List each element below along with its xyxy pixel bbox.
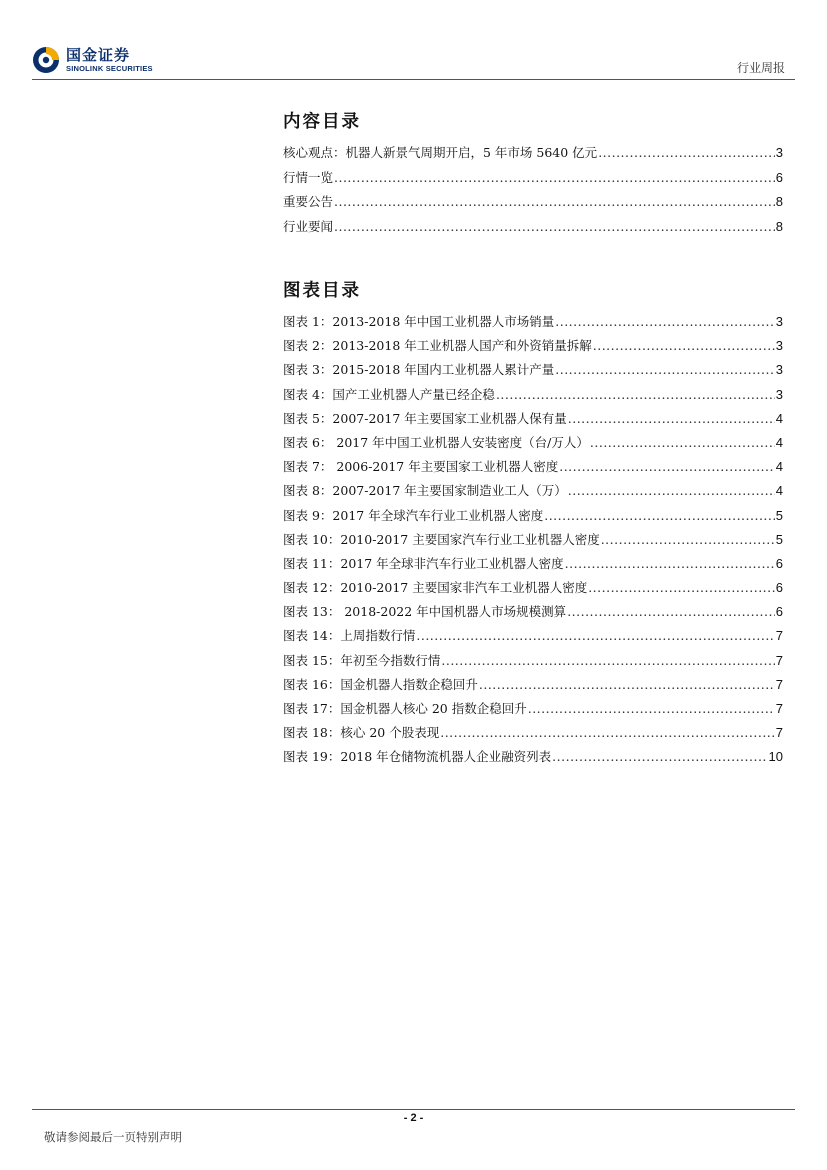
contents-entry-label: 重要公告 — [283, 194, 334, 209]
figure-entry-page: 7 — [775, 701, 783, 716]
dot-leader — [440, 725, 775, 740]
figure-entry-label: 图表 19：2018 年仓储物流机器人企业融资列表 — [283, 749, 552, 765]
contents-entry-label: 行情一览 — [283, 169, 334, 185]
figure-entry[interactable] — [283, 506, 783, 530]
figure-entry[interactable] — [283, 385, 783, 409]
dot-leader — [568, 411, 775, 426]
figure-entry-label: 图表 11：2017 年全球非汽车行业工业机器人密度 — [283, 555, 564, 571]
report-type: 行业周报 — [736, 61, 785, 75]
contents-entry[interactable] — [283, 192, 783, 217]
figure-entry-label: 图表 2：2013-2018 年工业机器人国产和外资销量拆解 — [283, 338, 592, 354]
figure-entry-label: 图表 16：国金机器人指数企稳回升 — [283, 676, 478, 692]
figure-entry-page: 4 — [775, 434, 783, 450]
figure-entry-label: 图表 13： 2018-2022 年中国机器人市场规模测算 — [283, 604, 567, 620]
contents-list — [283, 143, 783, 241]
figure-entry-label: 图表 17：国金机器人核心 20 指数企稳回升 — [283, 701, 527, 716]
contents-entry-page: 3 — [775, 145, 783, 160]
dot-leader — [416, 628, 774, 643]
logo-chinese-name: 国金证券 — [66, 45, 131, 64]
figure-entry-label: 图表 10：2010-2017 主要国家汽车行业工业机器人密度 — [283, 531, 600, 547]
figure-entry[interactable] — [283, 554, 783, 578]
figure-entry-page: 6 — [775, 580, 783, 596]
figure-entry-label: 图表 8：2007-2017 年主要国家制造业工人（万） — [283, 483, 567, 499]
contents-entry[interactable] — [283, 217, 783, 242]
dot-leader — [590, 435, 775, 450]
figure-entry[interactable] — [283, 457, 783, 481]
page-number: - 2 - — [403, 1112, 424, 1124]
figure-entry[interactable] — [283, 699, 783, 723]
figure-entry[interactable] — [283, 675, 783, 699]
figure-entry[interactable] — [283, 312, 783, 336]
figure-entry[interactable] — [283, 481, 783, 505]
dot-leader — [601, 532, 775, 547]
figure-entry[interactable] — [283, 530, 783, 554]
figure-entry-label: 图表 12：2010-2017 主要国家非汽车工业机器人密度 — [283, 580, 588, 596]
figure-entry[interactable] — [283, 433, 783, 457]
figure-entry-page: 4 — [775, 483, 783, 499]
figure-entry-label: 图表 6： 2017 年中国工业机器人安装密度（台/万人） — [283, 434, 589, 450]
figure-entry-label: 图表 14：上周指数行情 — [283, 628, 416, 644]
figure-entry[interactable] — [283, 602, 783, 626]
dot-leader — [334, 194, 775, 209]
figure-entry-page: 3 — [775, 338, 783, 354]
figures-section — [283, 277, 783, 772]
figure-entry-page: 5 — [775, 531, 783, 547]
dot-leader — [334, 170, 775, 185]
figure-entry-label: 图表 15：年初至今指数行情 — [283, 652, 441, 668]
contents-entry-page: 8 — [775, 194, 783, 209]
figures-title: 图表目录 — [283, 281, 361, 301]
figure-entry-label: 图表 5：2007-2017 年主要国家工业机器人保有量 — [283, 410, 567, 426]
figure-entry-page: 7 — [775, 652, 783, 668]
figure-entry-page: 6 — [775, 555, 783, 571]
figure-entry[interactable] — [283, 336, 783, 360]
figure-entry[interactable] — [283, 360, 783, 384]
figure-entry-page: 3 — [775, 362, 783, 378]
footer-disclaimer: 敬请参阅最后一页特别声明 — [44, 1130, 182, 1144]
figure-entry-page: 10 — [768, 749, 783, 765]
figure-entry[interactable] — [283, 723, 783, 747]
figure-entry[interactable] — [283, 578, 783, 602]
figure-entry-page: 6 — [775, 604, 783, 620]
contents-title: 内容目录 — [283, 112, 361, 132]
dot-leader — [479, 677, 775, 692]
contents-entry-page: 6 — [775, 169, 783, 185]
contents-section — [283, 108, 783, 241]
figure-entry-page: 7 — [775, 725, 783, 741]
dot-leader — [565, 556, 775, 571]
figure-entry[interactable] — [283, 409, 783, 433]
dot-leader — [552, 749, 767, 764]
figure-entry-page: 4 — [775, 459, 783, 475]
company-logo — [32, 46, 153, 74]
contents-entry-label: 行业要闻 — [283, 218, 334, 234]
contents-entry-label: 核心观点：机器人新景气周期开启，5 年市场 5640 亿元 — [283, 145, 598, 160]
figure-entry-label: 图表 3：2015-2018 年国内工业机器人累计产量 — [283, 362, 555, 378]
figures-list — [283, 312, 783, 772]
contents-entry-page: 8 — [775, 218, 783, 234]
logo-english-name: SINOLINK SECURITIES — [66, 63, 153, 73]
contents-entry[interactable] — [283, 143, 783, 168]
footer-divider — [32, 1109, 795, 1110]
dot-leader — [528, 701, 775, 716]
header-divider — [32, 79, 795, 80]
dot-leader — [555, 314, 775, 329]
figure-entry-page: 3 — [775, 386, 783, 402]
figure-entry-page: 7 — [775, 676, 783, 692]
page-header — [0, 0, 827, 82]
figure-entry-page: 4 — [775, 410, 783, 426]
dot-leader — [555, 362, 775, 377]
dot-leader — [334, 219, 775, 234]
dot-leader — [496, 387, 775, 402]
dot-leader — [544, 508, 775, 523]
figure-entry-label: 图表 18：核心 20 个股表现 — [283, 725, 440, 741]
logo-emblem-icon — [32, 46, 60, 74]
dot-leader — [568, 483, 775, 498]
figure-entry[interactable] — [283, 747, 783, 771]
dot-leader — [598, 145, 775, 160]
figure-entry[interactable] — [283, 651, 783, 675]
dot-leader — [567, 604, 775, 619]
dot-leader — [588, 580, 775, 595]
dot-leader — [593, 338, 775, 353]
figure-entry-label: 图表 1：2013-2018 年中国工业机器人市场销量 — [283, 314, 555, 329]
figure-entry-page: 5 — [775, 507, 783, 523]
figure-entry-page: 7 — [775, 628, 783, 644]
figure-entry-label: 图表 4：国产工业机器人产量已经企稳 — [283, 386, 495, 402]
figure-entry-page: 3 — [775, 314, 783, 329]
figure-entry-label: 图表 7： 2006-2017 年主要国家工业机器人密度 — [283, 459, 559, 475]
figure-entry-label: 图表 9：2017 年全球汽车行业工业机器人密度 — [283, 507, 544, 523]
contents-entry[interactable] — [283, 168, 783, 193]
dot-leader — [559, 459, 775, 474]
figure-entry[interactable] — [283, 626, 783, 650]
dot-leader — [441, 653, 774, 668]
